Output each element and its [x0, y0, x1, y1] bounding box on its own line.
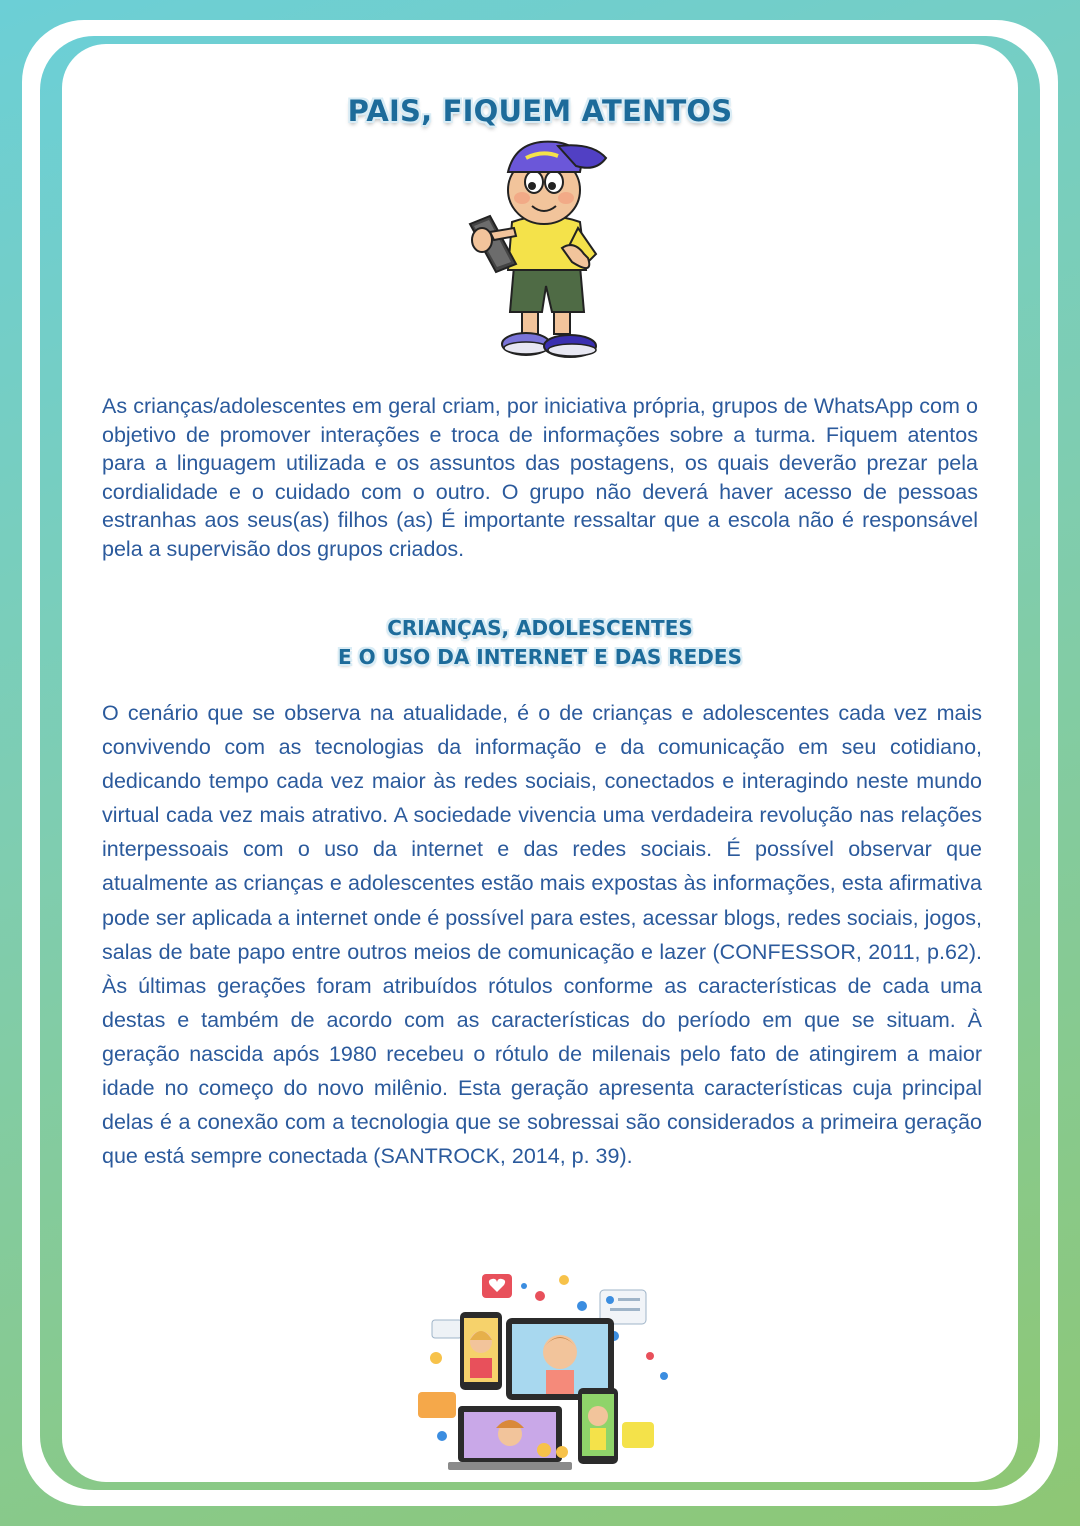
- boy-with-tablet-illustration: [446, 136, 626, 366]
- page-title: PAIS, FIQUEM ATENTOS: [347, 94, 733, 128]
- intro-paragraph: As crianças/adolescentes em geral criam, por iniciativa própria, grupos de WhatsApp com o objetivo de promover interações e troca de informações sobre a turma. Fiquem atentos para a linguagem utilizada e os assuntos das postagens, os quais deverão prezar pela cordialidade e o cuidado com o outro. O grupo não deverá haver acesso de pessoas estranhas aos seus(as) filhos (as) É importante ressaltar que a escola não é responsável pela a supervisão dos grupos criados.: [102, 394, 978, 561]
- children-devices-social-media-illustration: [414, 1266, 670, 1470]
- section-subtitle-line-2: E O USO DA INTERNET E DAS REDES: [338, 645, 742, 669]
- section-subtitle: [62, 614, 1018, 672]
- section-subtitle-line-1: CRIANÇAS, ADOLESCENTES: [387, 616, 693, 640]
- body-paragraph: O cenário que se observa na atualidade, é o de crianças e adolescentes cada vez mais convivendo com as tecnologias da informação e da comunicação em seu cotidiano, dedicando tempo cada vez maior às redes sociais, conectados e interagindo neste mundo virtual cada vez mais atrativo. A sociedade vivencia uma verdadeira revolução nas relações interpessoais com o uso da internet e das redes sociais. É possível observar que atualmente as crianças e adolescentes estão mais expostas às informações, esta afirmativa pode ser aplicada a internet onde é possível para estes, acessar blogs, redes sociais, jogos, salas de bate papo entre outros meios de comunicação e lazer (CONFESSOR, 2011, p.62). Às últimas gerações foram atribuídos rótulos conforme as características de cada uma destas e também de acordo com as características do período em que se situam. À geração nascida após 1980 recebeu o rótulo de milenais pelo fato de atingirem a maior idade no começo do novo milênio. Esta geração apresenta características cuja principal delas é a conexão com a tecnologia que se sobressai são considerados a primeira geração que está sempre conectada (SANTROCK, 2014, p. 39).: [102, 701, 982, 1169]
- content-card: [62, 44, 1018, 1482]
